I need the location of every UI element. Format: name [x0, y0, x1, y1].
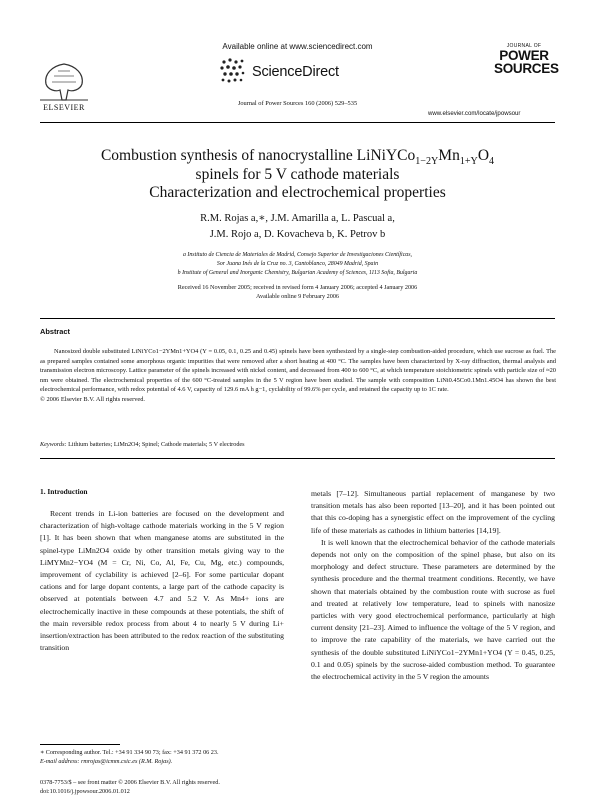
intro-paragraph-1: Recent trends in Li-ion batteries are focused on the development and characterization of high-voltage cathode materials working in the 5 V region [1]. It has been shown that when manganese atoms are substituted in the spinel-type LiMn2O4 oxide by other transition metals giving way to the LiMYMn2−YO4 (M = Cr, Ni, Co, Al, Fe, Cu, Mg, etc.) compounds, improvement of cyclability is achieved [2–6]. For some particular dopant cations and for large dopant contents, a large part of the cathode capacity is observed at potentials between 4.7 and 5.2 V. As Mn4+ ions are electrochemically inactive in these compounds at these potentials, the shift of the main reversible redox process from about 4 to nearly 5 V during Li+ insertion/extraction has been attributed to the redox reaction of the substituting transition: [40, 508, 284, 654]
publisher-name: ELSEVIER: [34, 103, 94, 112]
authors-line-2: J.M. Rojo a, D. Kovacheva b, K. Petrov b: [40, 227, 555, 243]
elsevier-logo: [34, 60, 94, 112]
abstract-heading: Abstract: [40, 327, 70, 336]
sciencedirect-wordmark: ScienceDirect: [252, 64, 339, 80]
journal-reference: Journal of Power Sources 160 (2006) 529–535: [0, 100, 595, 107]
title-line-2: spinels for 5 V cathode materials: [40, 166, 555, 185]
intro-paragraph-2: It is well known that the electrochemical behavior of the cathode materials depends not only on the composition of the spinel phase, but also on its morphology and defect structure. These parameters are determined by the synthesis procedure and the thermal treatment conditions. Recently, we have shown that materials obtained by the combustion route with sucrose as fuel and treated at relatively low temperature, lead to spinels with nanosize particles with very good electrochemical performance, particularly at high current density [21–23]. Aimed to influence the voltage of the 5 V region, and to improve the rate capability of the materials, we have carried out the synthesis of the double substituted LiNiYCo1−2YMn1+YO4 (Y = 0.45, 0.25, 0.1 and 0.05) spinels by the sucrose-aided combustion method. To guarantee the electrochemical activity in the 5 V region the amounts: [311, 537, 555, 683]
keywords-text: Lithium batteries; LiMn2O4; Spinel; Cathode materials; 5 V electrodes: [68, 441, 244, 448]
left-column: [40, 508, 284, 654]
sciencedirect-logo: [218, 56, 378, 86]
journal-url: www.elsevier.com/locate/jpowsour: [428, 110, 520, 117]
keywords: [40, 441, 556, 448]
intro-paragraph-1-cont: metals [7–12]. Simultaneous partial replacement of manganese by two transition metals has also been reported [13–20], and it has been pointed out that this co-doping has a synergistic effect on the improvement of the cycling life of these materials as cathodes in lithium batteries [14,19].: [311, 488, 555, 537]
footnote: [40, 749, 284, 766]
article-dates: [40, 284, 555, 301]
online-date: Available online 9 February 2006: [40, 293, 555, 302]
affiliations: [40, 251, 555, 278]
header-rule: [40, 122, 555, 123]
abstract-top-rule: [40, 318, 555, 319]
issn-line: 0378-7753/$ – see front matter © 2006 Elsevier B.V. All rights reserved.: [40, 779, 220, 788]
affiliation-b: b Institute of General and Inorganic Chemistry, Bulgarian Academy of Sciences, 1113 Sofia, Bulgaria: [40, 269, 555, 278]
affiliation-a-2: Sor Juana Inés de la Cruz no. 3, Cantoblanco, 28049 Madrid, Spain: [40, 260, 555, 269]
doi-line: doi:10.1016/j.jpowsour.2006.01.012: [40, 788, 220, 796]
sciencedirect-icon: [218, 56, 248, 86]
section-heading: 1. Introduction: [40, 487, 88, 496]
issn-info: [40, 779, 220, 796]
journal-logo-small: JOURNAL OF: [494, 43, 554, 49]
authors-line-1: R.M. Rojas a,∗, J.M. Amarilla a, L. Pascual a,: [40, 211, 555, 227]
journal-logo: [494, 43, 554, 103]
abstract-bottom-rule: [40, 458, 555, 459]
footnote-corresponding: ∗ Corresponding author. Tel.: +34 91 334 90 73; fax: +34 91 372 06 23.: [40, 749, 284, 758]
right-column: [311, 488, 555, 683]
affiliation-a-1: a Instituto de Ciencia de Materiales de Madrid, Consejo Superior de Investigaciones Científicas,: [40, 251, 555, 260]
article-title: [40, 147, 555, 203]
footnote-email: E-mail address: rmrojas@icmm.csic.es (R.M. Rojas).: [40, 758, 284, 767]
available-online-text: Available online at www.sciencedirect.com: [0, 42, 595, 51]
footnote-rule: [40, 744, 120, 745]
elsevier-tree-icon: [34, 60, 94, 102]
received-dates: Received 16 November 2005; received in revised form 4 January 2006; accepted 4 January 2006: [40, 284, 555, 293]
journal-logo-sources: SOURCES: [494, 62, 554, 75]
author-list: [40, 211, 555, 243]
abstract-copyright: © 2006 Elsevier B.V. All rights reserved.: [40, 395, 556, 405]
journal-logo-power: POWER: [494, 49, 554, 62]
abstract-text: Nanosized double substituted LiNiYCo1−2YMn1+YO4 (Y = 0.05, 0.1, 0.25 and 0.45) spinels have been synthesized by a single-step combustion-aided procedure, which use sucrose as fuel. The as prepared samples contained some amorphous organic impurities that were removed after a short heating at 400 °C. The samples have been characterized by X-ray diffraction, thermal analysis and transmission electron microscopy. Lattice parameter of the spinels increased with nickel content, and decreased from 400 to 600 °C, at which temperature stoichiometric spinels with particle size of ≈20 nm were obtained. The electrochemical properties of the 600 °C-treated samples in the 5 V region have been studied. The sample with composition LiNi0.45Co0.1Mn1.45O4 has shown the best electrochemical performance, with redox potential of 4.6 V, capacity of 129.6 mA h g−1, cyclability of 99.6% per cycle, and retained the capacity up to 1C rate.: [40, 347, 556, 395]
abstract-body: [40, 347, 556, 405]
keywords-label: Keywords:: [40, 441, 67, 448]
title-line-1: Combustion synthesis of nanocrystalline $LiNiYCo_{1-2Y}Mn_{1+Y}O_4$: [40, 147, 555, 166]
title-line-3: Characterization and electrochemical properties: [40, 184, 555, 203]
